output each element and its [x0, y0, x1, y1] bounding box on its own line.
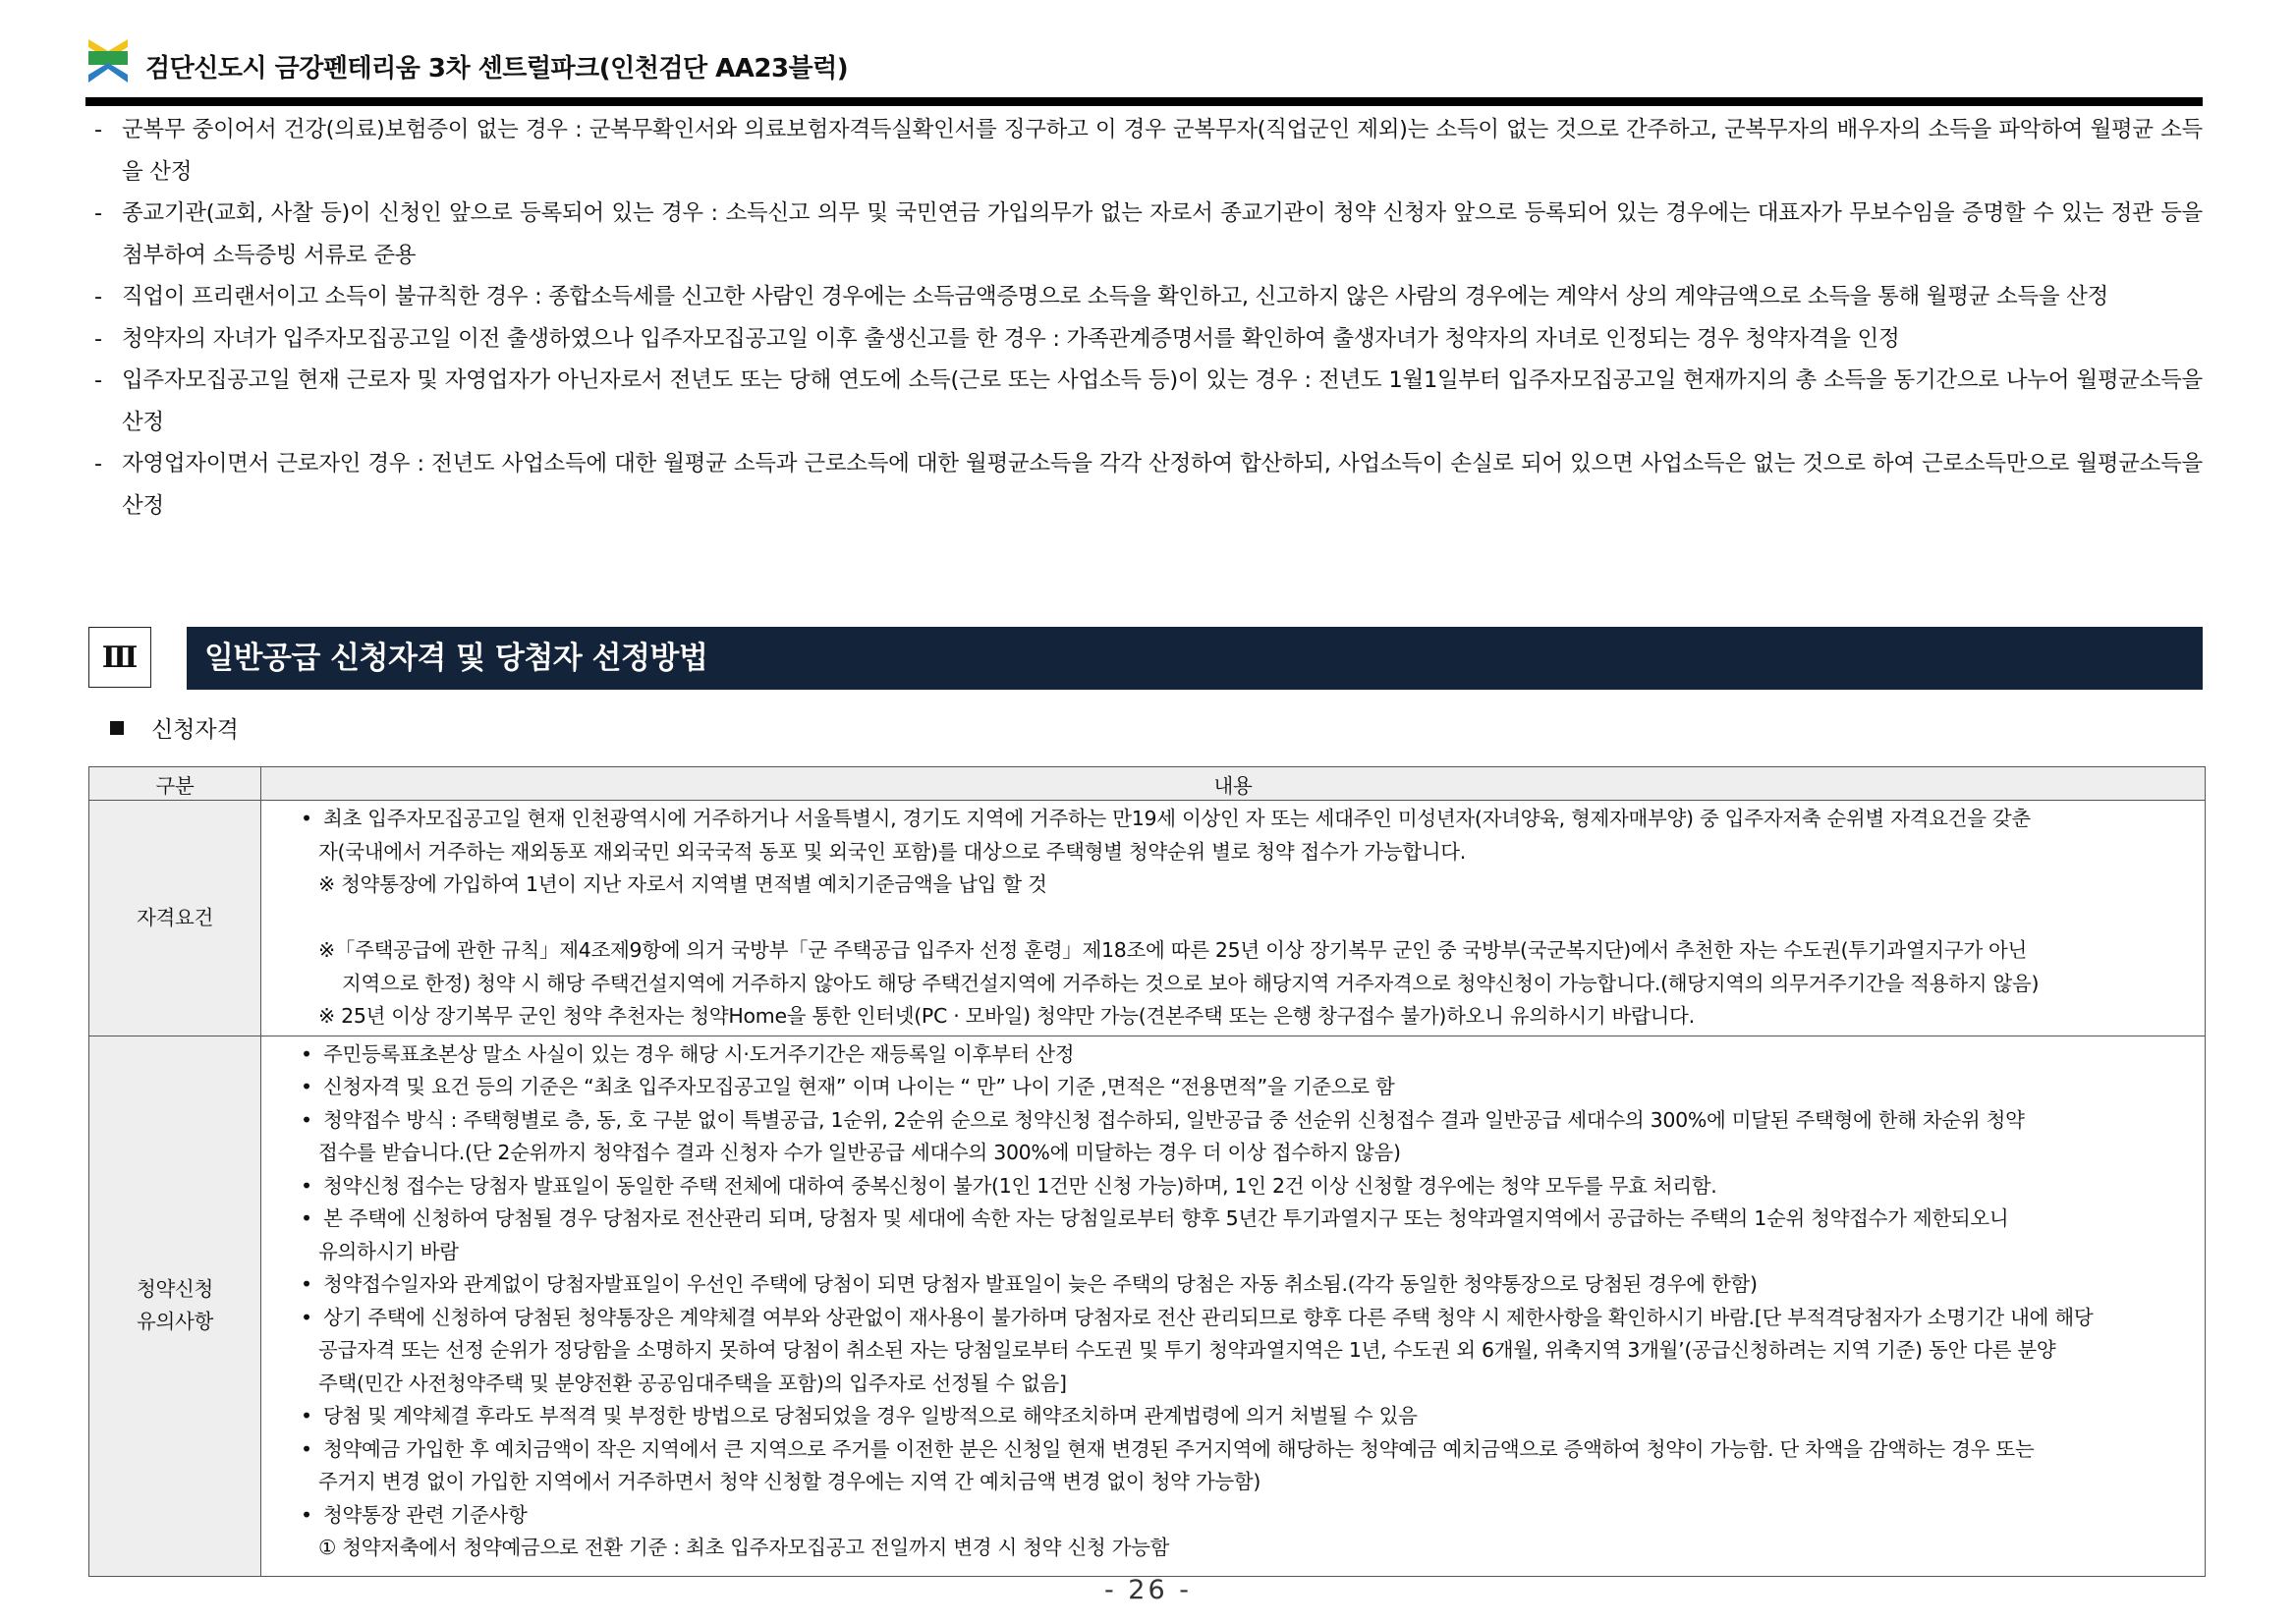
line: 접수를 받습니다.(단 2순위까지 청약접수 결과 신청자 수가 일반공급 세대수의 300%에 미달하는 경우 더 이상 접수하지 않음) — [318, 1141, 1401, 1164]
list-item: • 당첨 및 계약체결 후라도 부적격 및 부정한 방법으로 당첨되었을 경우 일방적으로 해약조치하며 관계법령에 의거 처벌될 수 있음 — [301, 1404, 1418, 1428]
list-item: - 자영업자이면서 근로자인 경우 : 전년도 사업소득에 대한 월평균 소득과 근로소득에 대한 월평균소득을 각각 산정하여 합산하되, 사업소득이 손실로 되어 있으면 사업소득은 없는 것으로 하여 근로소득만으로 월평균소득을 산정 — [88, 443, 2203, 527]
row-content — [261, 801, 2206, 1036]
column-header: 내용 — [261, 767, 2206, 801]
row-category: 자격요건 — [89, 801, 261, 1036]
list-item: - 직업이 프리랜서이고 소득이 불규칙한 경우 : 종합소득세를 신고한 사람인 경우에는 소득금액증명으로 소득을 확인하고, 신고하지 않은 사람의 경우에는 계약서 상의 계약금액으로 소득을 통해 월평균 소득을 산정 — [88, 276, 2203, 318]
table-row — [89, 801, 2206, 1036]
bullet-dash: - — [94, 325, 102, 352]
list-item: • 신청자격 및 요건 등의 기준은 “최초 입주자모집공고일 현재” 이며 나이는 “ 만” 나이 기준 ,면적은 “전용면적”을 기준으로 함 — [301, 1075, 1395, 1098]
list-item: • 청약통장 관련 기준사항 — [301, 1502, 528, 1527]
page-number: - 26 - — [1103, 1575, 1192, 1605]
list-item: - 종교기관(교회, 사찰 등)이 신청인 앞으로 등록되어 있는 경우 : 소득신고 의무 및 국민연금 가입의무가 없는 자로서 종교기관이 청약 신청자 앞으로 등록되어 있는 경우에는 대표자가 무보수임을 증명할 수 있는 정관 등을 첨부하여 소득증빙 서류로 준용 — [88, 193, 2203, 276]
income-rules-list — [88, 109, 2203, 527]
list-item: • 본 주택에 신청하여 당첨될 경우 당첨자로 전산관리 되며, 당첨자 및 세대에 속한 자는 당첨일로부터 향후 5년간 투기과열지구 또는 청약과열지역에서 공급하는 주택의 1순위 청약접수가 제한되오니 — [301, 1206, 2009, 1230]
line: 공급자격 또는 선정 순위가 정당함을 소명하지 못하여 당첨이 취소된 자는 당첨일로부터 수도권 및 투기 청약과열지역은 1년, 수도권 외 6개월, 위축지역 3개월’(공급신청하려는 지역 기준) 동안 다른 분양 — [318, 1338, 2056, 1362]
bullet-dot: • — [301, 807, 312, 830]
note: ※ 25년 이상 장기복무 군인 청약 추천자는 청약Home을 통한 인터넷(PC · 모바일) 청약만 가능(견본주택 또는 은행 창구접수 불가)하오니 유의하시기 바랍니다. — [318, 1004, 1695, 1028]
line: 주택(민간 사전청약주택 및 분양전환 공공임대주택을 포함)의 입주자로 선정될 수 없음] — [318, 1371, 1067, 1395]
line: 지역으로 한정) 청약 시 해당 주택건설지역에 거주하지 않아도 해당 주택건설지역에 거주하는 것으로 보아 해당지역 거주자격으로 청약신청이 가능합니다.(해당지역의 의무거주기간을 적용하지 않음) — [342, 971, 2040, 995]
list-item: - 청약자의 자녀가 입주자모집공고일 이전 출생하였으나 입주자모집공고일 이후 출생신고를 한 경우 : 가족관계증명서를 확인하여 출생자녀가 청약자의 자녀로 인정되는 경우 청약자격을 인정 — [88, 318, 2203, 361]
list-item: • 주민등록표초본상 말소 사실이 있는 경우 해당 시·도거주기간은 재등록일 이후부터 산정 — [301, 1041, 1075, 1066]
column-header: 구분 — [89, 767, 261, 801]
header-rule — [85, 97, 2203, 106]
line: 자(국내에서 거주하는 재외동포 재외국민 외국국적 동포 및 외국인 포함)를 대상으로 주택형별 청약순위 별로 청약 접수가 가능합니다. — [318, 839, 1467, 864]
bullet-dash: - — [94, 367, 102, 393]
line: ① 청약저축에서 청약예금으로 전환 기준 : 최초 입주자모집공고 전일까지 변경 시 청약 신청 가능함 — [318, 1536, 1170, 1559]
section-heading — [88, 627, 2203, 690]
line: 유의하시기 바람 — [318, 1239, 459, 1263]
bullet-dash: - — [94, 451, 102, 476]
row-category: 청약신청 유의사항 — [89, 1036, 261, 1576]
eligibility-table — [88, 766, 2206, 1577]
list-item: • 청약예금 가입한 후 예치금액이 작은 지역에서 큰 지역으로 주거를 이전한 분은 신청일 현재 변경된 주거지역에 해당하는 청약예금 예치금액으로 증액하여 청약이 가능함. 단 차액을 감액하는 경우 또는 — [301, 1436, 2035, 1461]
list-item: - 입주자모집공고일 현재 근로자 및 자영업자가 아닌자로서 전년도 또는 당해 연도에 소득(근로 또는 사업소득 등)이 있는 경우 : 전년도 1월1일부터 입주자모집공고일 현재까지의 총 소득을 동기간으로 나누어 월평균소득을 산정 — [88, 360, 2203, 443]
list-item: • 최초 입주자모집공고일 현재 인천광역시에 거주하거나 서울특별시, 경기도 지역에 거주하는 만19세 이상인 자 또는 세대주인 미성년자(자녀양육, 형제자매부양) 중 입주자저축 순위별 자격요건을 갖춘 — [301, 803, 2136, 836]
list-item: • 청약접수일자와 관계없이 당첨자발표일이 우선인 주택에 당첨이 되면 당첨자 발표일이 늦은 주택의 당첨은 자동 취소됨.(각각 동일한 청약통장으로 당첨된 경우에 한함) — [301, 1272, 1758, 1296]
list-item: - 군복무 중이어서 건강(의료)보험증이 없는 경우 : 군복무확인서와 의료보험자격득실확인서를 징구하고 이 경우 군복무자(직업군인 제외)는 소득이 없는 것으로 간주하고, 군복무자의 배우자의 소득을 파악하여 월평균 소득을 산정 — [88, 109, 2203, 193]
line: 주거지 변경 없이 가입한 지역에서 거주하면서 청약 신청할 경우에는 지역 간 예치금액 변경 없이 청약 가능함) — [318, 1470, 1261, 1493]
section-number: Ⅲ — [88, 627, 151, 688]
list-item: • 청약접수 방식 : 주택형별로 층, 동, 호 구분 없이 특별공급, 1순위, 2순위 순으로 청약신청 접수하되, 일반공급 중 선순위 신청접수 결과 일반공급 세대수의 300%에 미달된 주택형에 한해 차순위 청약 — [301, 1107, 2025, 1132]
document-header-title: 검단신도시 금강펜테리움 3차 센트럴파크(인천검단 AA23블럭) — [145, 54, 849, 84]
note: ※「주택공급에 관한 규칙」제4조제9항에 의거 국방부「군 주택공급 입주자 선정 훈령」제18조에 따른 25년 이상 장기복무 군인 중 국방부(국군복지단)에서 추천한 자는 수도권(투기과열지구가 아닌 — [318, 938, 2028, 962]
subheading: 신청자격 — [110, 710, 239, 750]
square-bullet-icon — [110, 721, 124, 735]
list-item: • 청약신청 접수는 당첨자 발표일이 동일한 주택 전체에 대하여 중복신청이 불가(1인 1건만 신청 가능)하며, 1인 2건 이상 신청할 경우에는 청약 모두를 무효 처리함. — [301, 1173, 1717, 1198]
bullet-dash: - — [94, 117, 102, 142]
table-header-row — [89, 767, 2206, 801]
list-item: • 상기 주택에 신청하여 당첨된 청약통장은 계약체결 여부와 상관없이 재사용이 불가하며 당첨자로 전산 관리되므로 향후 다른 주택 청약 시 제한사항을 확인하시기 바람.[단 부적격당첨자가 소명기간 내에 해당 — [301, 1305, 2094, 1329]
bullet-dash: - — [94, 200, 102, 226]
bullet-dash: - — [94, 284, 102, 309]
table-row — [89, 1036, 2206, 1576]
note: ※ 청약통장에 가입하여 1년이 지난 자로서 지역별 면적별 예치기준금액을 납입 할 것 — [318, 872, 1047, 896]
row-content — [261, 1036, 2206, 1576]
company-logo — [88, 39, 128, 83]
spacer — [301, 902, 2136, 935]
section-title: 일반공급 신청자격 및 당첨자 선정방법 — [187, 627, 2203, 690]
